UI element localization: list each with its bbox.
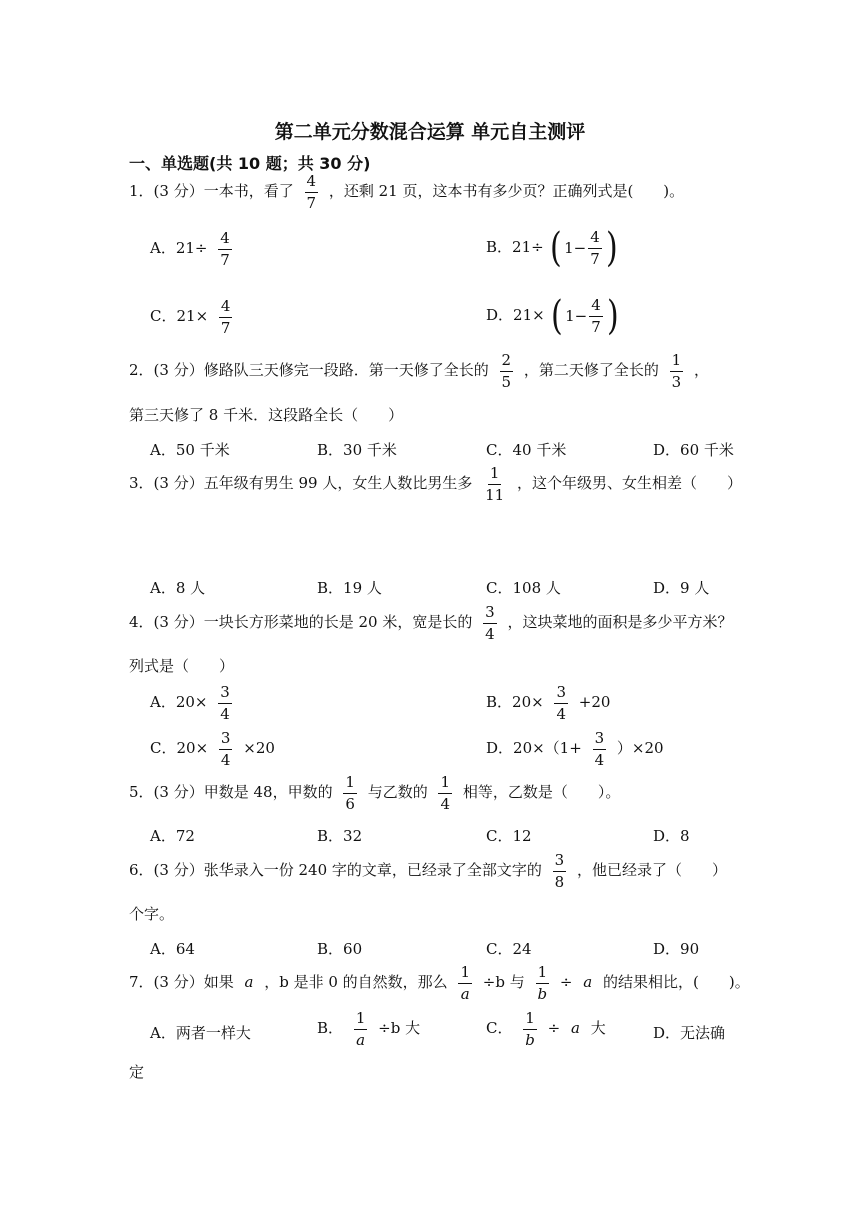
question-5: 5．(3 分）甲数是 48，甲数的 $\frac{1}{6}$ 与乙数的 $\frac{1}{4}$ 相等，乙数是（ ）。 — [129, 773, 621, 813]
parenthesized-expression: ( 1− $\frac{4}{7}$ ) — [550, 225, 618, 271]
option-d-continued: 定 — [129, 1063, 145, 1081]
option-b[interactable]: B．60 — [317, 940, 363, 958]
fraction: $\frac{2}{5}$ — [501, 351, 512, 391]
option-b[interactable]: B． $\frac{1}{a}$ ÷b 大 — [317, 1009, 421, 1049]
option-c[interactable]: C．24 — [486, 940, 532, 958]
option-d[interactable]: D．60 千米 — [653, 441, 734, 459]
parenthesized-expression: ( 1− $\frac{4}{7}$ ) — [551, 293, 619, 339]
option-d[interactable]: D．8 — [653, 827, 690, 845]
option-b[interactable]: B．32 — [317, 827, 363, 845]
question-6: 6．(3 分）张华录入一份 240 字的文章，已经录了全部文字的 $\frac{3}{8}$ ，他已经录了（ ） — [129, 851, 728, 891]
question-1: 1．(3 分）一本书，看了 $\frac{4}{7}$ ，还剩 21 页，这本书有多少页？正确列式是( )。 — [129, 172, 685, 212]
fraction: $\frac{3}{4}$ — [220, 729, 231, 769]
question-4-line-2: 列式是（ ） — [129, 657, 235, 675]
fraction: $\frac{3}{8}$ — [554, 851, 565, 891]
fraction: $\frac{1}{11}$ — [485, 464, 505, 504]
option-a[interactable]: A．20× $\frac{3}{4}$ — [150, 683, 230, 723]
question-2-line-2: 第三天修了 8 千米．这段路全长（ ） — [129, 406, 404, 424]
option-d[interactable]: D．90 — [653, 940, 700, 958]
option-d[interactable]: D．无法确 — [653, 1024, 726, 1042]
option-a[interactable]: A．50 千米 — [150, 441, 230, 459]
fraction: $\frac{3}{4}$ — [220, 683, 230, 723]
question-6-line-2: 个字。 — [129, 905, 175, 923]
option-c[interactable]: C．20× $\frac{3}{4}$ ×20 — [150, 729, 275, 769]
option-a[interactable]: A．两者一样大 — [150, 1024, 251, 1042]
question-7: 7．(3 分）如果 a ，b 是非 0 的自然数，那么 $\frac{1}{a}$ ÷b 与 $\frac{1}{b}$ ÷ a 的结果相比，( )。 — [129, 963, 750, 1003]
fraction: $\frac{1}{6}$ — [345, 773, 355, 813]
option-a[interactable]: A．64 — [150, 940, 195, 958]
option-a[interactable]: A．72 — [150, 827, 195, 845]
fraction: $\frac{4}{7}$ — [220, 297, 231, 337]
section-heading: 一、单选题(共 10 题；共 30 分) — [129, 154, 371, 173]
fraction: $\frac{4}{7}$ — [220, 229, 230, 269]
option-d[interactable]: D．9 人 — [653, 579, 710, 597]
fraction: $\frac{1}{b}$ — [537, 963, 548, 1003]
fraction: $\frac{1}{4}$ — [440, 773, 451, 813]
fraction: $\frac{3}{4}$ — [594, 729, 605, 769]
fraction: $\frac{1}{3}$ — [671, 351, 682, 391]
option-a[interactable]: A．8 人 — [150, 579, 206, 597]
option-b[interactable]: B．21÷ ( 1− $\frac{4}{7}$ ) — [486, 225, 618, 271]
fraction: $\frac{1}{b}$ — [525, 1009, 535, 1049]
fraction: $\frac{1}{a}$ — [460, 963, 471, 1003]
option-b[interactable]: B．19 人 — [317, 579, 382, 597]
option-b[interactable]: B．30 千米 — [317, 441, 397, 459]
fraction: $\frac{4}{7}$ — [306, 172, 317, 212]
option-d[interactable]: D．20×（1+ $\frac{3}{4}$ ）×20 — [486, 729, 664, 769]
option-c[interactable]: C．12 — [486, 827, 532, 845]
option-d[interactable]: D．21× ( 1− $\frac{4}{7}$ ) — [486, 293, 619, 339]
fraction: $\frac{3}{4}$ — [556, 683, 567, 723]
question-4: 4．(3 分）一块长方形菜地的长是 20 米，宽是长的 $\frac{3}{4}$ ，这块菜地的面积是多少平方米？ — [129, 603, 733, 643]
option-c[interactable]: C． $\frac{1}{b}$ ÷ a 大 — [486, 1009, 606, 1049]
option-c[interactable]: C．21× $\frac{4}{7}$ — [150, 297, 231, 337]
option-a[interactable]: A．21÷ $\frac{4}{7}$ — [150, 229, 230, 269]
option-b[interactable]: B．20× $\frac{3}{4}$ +20 — [486, 683, 611, 723]
question-3: 3．(3 分）五年级有男生 99 人，女生人数比男生多 $\frac{1}{11}$ ，这个年级男、女生相差（ ） — [129, 464, 743, 504]
question-2: 2．(3 分）修路队三天修完一段路．第一天修了全长的 $\frac{2}{5}$ ，第二天修了全长的 $\frac{1}{3}$ ， — [129, 351, 709, 391]
fraction: $\frac{3}{4}$ — [485, 603, 495, 643]
page-title: 第二单元分数混合运算 单元自主测评 — [274, 121, 586, 143]
fraction: $\frac{1}{a}$ — [355, 1009, 366, 1049]
option-c[interactable]: C．108 人 — [486, 579, 561, 597]
option-c[interactable]: C．40 千米 — [486, 441, 567, 459]
